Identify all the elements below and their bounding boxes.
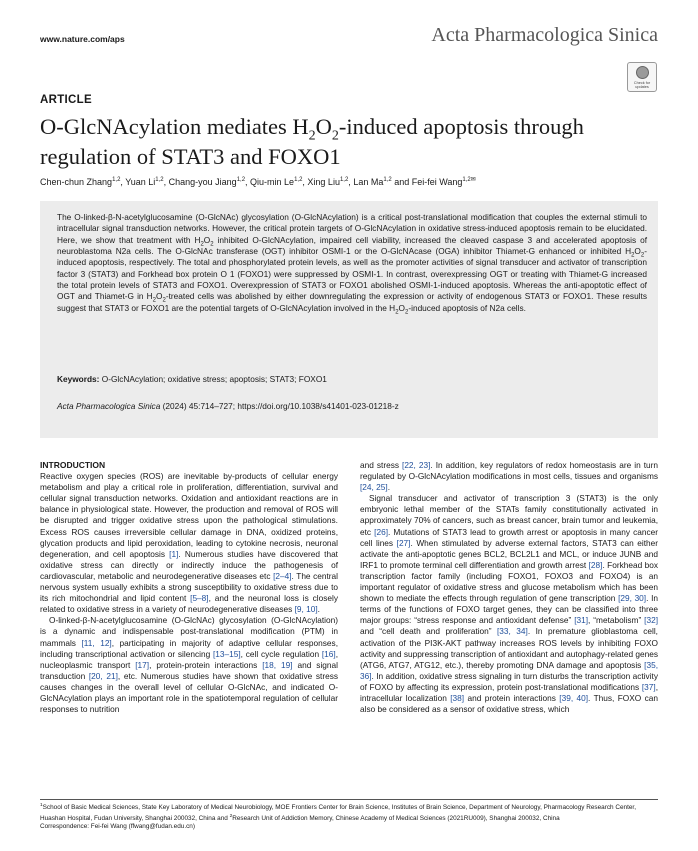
author-affiliation: 1,2 xyxy=(339,177,349,183)
author-name[interactable]: Chang-you Jiang xyxy=(168,177,237,187)
subscript: 2 xyxy=(640,252,645,259)
author-list: Chen-chun Zhang$^{1,2}$, Yuan Li$^{1,2}$, Chang-you Jiang$^{1,2}$, Qiu-min Le$^{1,2}$, Xing Liu$^{1,2}$, Lan Ma$^{1,2}$ and Fei-fei Wang$^{1,2✉}$ xyxy=(40,177,476,187)
author-name[interactable]: Fei-fei Wang xyxy=(411,177,463,187)
paragraph-text: and “cell death and proliferation” xyxy=(360,626,497,637)
paragraph xyxy=(40,471,338,615)
citation-link[interactable]: [33, 34] xyxy=(497,626,528,637)
affiliation-marker: 1 xyxy=(40,803,43,808)
subscript: 2 xyxy=(152,298,157,305)
abstract-segment: O xyxy=(156,291,163,302)
paragraph-text: , protein-protein interactions xyxy=(149,659,263,670)
paragraph-text: , etc. Numerous studies have shown that oxidative stress causes changes in the overall level of cellular O-GlcNAc, and indicated O-GlcNAcylation plays an important role in the spatiotemporal regulation of cellular responses to nutrition xyxy=(40,670,338,715)
citation-details[interactable]: (2024) 45:714–727; https://doi.org/10.1038/s41401-023-01218-z xyxy=(162,401,399,411)
paragraph-text: , and the neuronal loss is closely related to oxidative stress in a variety of neurodegenerative diseases xyxy=(40,593,338,615)
author-affiliation: 1,2 xyxy=(112,177,121,183)
body-column-left xyxy=(40,460,338,715)
citation-link[interactable]: [22, 23] xyxy=(402,460,431,470)
title-part1: O-GlcNAcylation mediates H xyxy=(40,114,309,139)
abstract-segment: inhibited O-GlcNAcylation, impaired cell viability, increased the cleaved caspase 3 and accelerated apoptosis of neuroblastoma N2a cells. The O-GlcNAc transferase (OGT) inhibitor OSMI-1 or the O-GlcNAcase (OGA) inhibitor Thiamet-G enhanced or inhibited H xyxy=(57,234,647,257)
check-updates-icon xyxy=(636,66,649,79)
citation-link[interactable]: [39, 40] xyxy=(559,692,589,703)
section-heading: INTRODUCTION xyxy=(40,460,106,470)
title-sub2: 2 xyxy=(331,128,339,144)
citation-link[interactable]: [9, 10] xyxy=(294,604,318,615)
citation-link[interactable]: [11, 12] xyxy=(81,637,112,648)
footnote xyxy=(40,802,658,832)
citation-link[interactable]: [5–8] xyxy=(190,593,209,604)
paragraph-text: and protein interactions xyxy=(464,692,560,703)
journal-name: Acta Pharmacologica Sinica xyxy=(431,24,658,46)
affiliation-marker: 2 xyxy=(229,813,233,819)
check-updates-label: Check for updates xyxy=(633,80,651,89)
author-affiliation: 1,2 xyxy=(236,177,246,183)
citation-journal: Acta Pharmacologica Sinica xyxy=(57,401,161,411)
article-type-label: ARTICLE xyxy=(40,94,92,106)
author-affiliation: 1,2✉ xyxy=(462,177,476,183)
author-affiliation: 1,2 xyxy=(155,177,164,183)
abstract-segment: -treated cells was abolished by either downregulating the expression or activity of endogenous STAT3 or FOXO1. These results suggest that STAT3 or FOXO1 are the potential targets of O-GlcNAcylation involved in the H xyxy=(57,291,647,313)
affiliation-1: School of Basic Medical Sciences, State Key Laboratory of Medical Neurobiology, MOE Frontiers Center for Brain Science, Institutes of Brain Science, Department of Neurology, Pharmacology Research Center, Huashan Hospital, Fudan University, Shanghai 200032, China and xyxy=(40,804,636,822)
paragraph-text: . In addition, oxidative stress signaling in turn disturbs the transcription activity of FOXO by affecting its expression, protein post-translational modifications xyxy=(360,670,658,692)
paragraph-text: . When stimulated by adverse external factors, STAT3 can either activate the anti-apoptotic genes BCL2, BCL2L1 and MCL, or induce JUNB and IRF1 to promote terminal cell differentiation and growth arrest xyxy=(360,537,659,570)
keywords xyxy=(57,374,327,384)
paragraph-text: , cell cycle regulation xyxy=(240,648,322,659)
paragraph-text: . The central nervous system usually exhibits a strong susceptibility to oxidative stress due to its rich mitochondrial and lipid content xyxy=(40,570,339,604)
paragraph-text: Signal transducer and activator of transcription 3 (STAT3) is the only embryonic lethal member of the STATs family constitutionally activated in approximately 70% of cancers, such as breast cancer, brain tumor and leukemia, etc xyxy=(360,493,658,537)
paragraph-text: Reactive oxygen species (ROS) are inevitable by-products of cellular energy metabolism and play a critical role in proliferation, differentiation, survival and cellular signal transduction networks. Oxidation and antioxidant reactions are in balance in physiological state. However, the production and removal of ROS will be disrupted and trigger oxidative stress upon the pathological stimulations. Excess ROS causes irreversible cellular damage in DNA, oxidized proteins, glycation products and lipid peroxidation, leading to cytokine necrosis, neuronal degeneration, and cell apoptosis xyxy=(40,471,338,559)
paragraph xyxy=(360,460,658,493)
paragraph-text: . xyxy=(317,604,320,615)
keywords-text: O-GlcNAcylation; oxidative stress; apoptosis; STAT3; FOXO1 xyxy=(101,374,327,384)
citation-link[interactable]: [20, 21] xyxy=(88,670,118,681)
author-name[interactable]: Qiu-min Le xyxy=(250,177,295,187)
citation-link[interactable]: [37] xyxy=(641,681,656,692)
author-name[interactable]: Lan Ma xyxy=(353,177,384,187)
abstract-segment: O xyxy=(203,234,211,245)
footnote-divider xyxy=(40,799,658,800)
paragraph-text: , “metabolism” xyxy=(588,615,645,626)
citation-link[interactable]: [27] xyxy=(396,537,411,548)
paragraph-text: and stress xyxy=(360,460,403,470)
paragraph-text: . In terms of the functions of FOXO target genes, they can be classified into three major groups: “stress response and antioxidant defense” xyxy=(360,593,658,626)
author-name[interactable]: Xing Liu xyxy=(307,177,340,187)
paragraph-text: . Forkhead box transcription factor family (including FOXO1, FOXO3 and FOXO4) is an important regulator of oxidative stress and glucose metabolism which has been shown to mediate the effects through regulation of gene transcription xyxy=(360,559,658,604)
citation-link[interactable]: [29, 30] xyxy=(618,593,647,604)
paragraph-text: , intracellular localization xyxy=(360,681,658,703)
subscript: 2 xyxy=(631,252,635,259)
paragraph-text: . Numerous studies have discovered that oxidative stress can directly or indirectly induce the pathogenesis of cardiovascular, metabolic and neurodegenerative diseases etc xyxy=(40,548,338,581)
author-name[interactable]: Chen-chun Zhang xyxy=(40,177,113,187)
citation-link[interactable]: [35, 36] xyxy=(360,659,658,681)
paragraph xyxy=(40,615,338,715)
paragraph-text: and signal transduction xyxy=(40,659,338,681)
check-for-updates-button[interactable] xyxy=(627,62,657,92)
citation-link[interactable]: [28] xyxy=(588,559,603,570)
subscript: 2 xyxy=(395,309,399,316)
title-part3: -induced apoptosis through xyxy=(338,114,584,139)
author-name[interactable]: Yuan Li xyxy=(125,177,156,187)
correspondence[interactable]: Correspondence: Fei-fei Wang (ffwang@fudan.edu.cn) xyxy=(40,823,195,831)
affiliation-2: Research Unit of Addiction Memory, Chinese Academy of Medical Sciences (2021RU009), Shanghai 200032, China xyxy=(232,814,560,822)
paragraph xyxy=(360,493,658,715)
abstract-text xyxy=(57,212,647,314)
paragraph-text: . In addition, key regulators of redox homeostasis are in turn regulated by O-GlcNAcylation modifications in most cells, tissues and organisms xyxy=(360,460,658,482)
citation-link[interactable]: [31] xyxy=(574,615,589,626)
citation-link[interactable]: [32] xyxy=(644,615,658,626)
abstract-segment: O xyxy=(398,302,405,313)
citation-link[interactable]: [38] xyxy=(450,692,465,703)
citation xyxy=(57,401,399,411)
abstract-segment: O xyxy=(634,246,641,257)
title-sub1: 2 xyxy=(308,128,316,144)
abstract-segment: -induced apoptosis, respectively. The total and phosphorylated protein levels, as well as the promoter activities of signal transducer and activator of transcription factor 3 (STAT3) and Forkhead box protein O 1 (FOXO1) were suppressed by OSMI-1. In contrast, overexpressing OGT or treating with Thiamet-G increased the total protein levels of STAT3 and FOXO1. Overexpression of STAT3 or FOXO1 abolished OSMI-1-induced apoptosis. Whereas the anti-apoptotic effect of OGT and Thiamet-G in H xyxy=(57,246,647,302)
paragraph-text: . xyxy=(387,482,390,493)
author-affiliation: 1,2 xyxy=(383,177,392,183)
title-line2: regulation of STAT3 and FOXO1 xyxy=(40,144,341,169)
citation-link[interactable]: [2–4] xyxy=(273,570,292,581)
citation-link[interactable]: [24, 25] xyxy=(360,482,388,493)
abstract-segment: -induced apoptosis of N2a cells. xyxy=(408,302,526,313)
subscript: 2 xyxy=(162,298,166,305)
article-title xyxy=(40,112,670,172)
keywords-label: Keywords: xyxy=(57,374,100,384)
citation-link[interactable]: [18, 19] xyxy=(262,659,293,670)
paragraph-text: , nucleoplasmic transport xyxy=(40,648,338,670)
citation-link[interactable]: [1] xyxy=(169,548,179,559)
subscript: 2 xyxy=(405,309,409,316)
paragraph-text: . Mutations of STAT3 lead to growth arrest or apoptosis in many cancer cell lines xyxy=(360,526,658,548)
citation-link[interactable]: [17] xyxy=(135,659,150,670)
paragraph-text: O-linked-β-N-acetylglucosamine (O-GlcNAc) glycosylation (O-GlcNAcylation) is a dynamic and indispensable post-translational modification (PTM) in mammals xyxy=(40,615,338,648)
title-part2: O xyxy=(315,114,332,139)
body-column-right xyxy=(360,460,658,715)
citation-link[interactable]: [26] xyxy=(374,526,388,537)
site-url[interactable]: www.nature.com/aps xyxy=(40,34,125,44)
author-affiliation: 1,2 xyxy=(294,177,303,183)
citation-link[interactable]: [16] xyxy=(321,648,336,659)
paragraph-text: . Thus, FOXO can also be considered as a sensor of oxidative stress, which xyxy=(360,692,658,715)
paragraph-text: . In premature glioblastoma cell, activation of the PI3K-AKT pathway increases ROS levels by inhibiting FOXO activity and suppressing transcription of antioxidant and autophagy-related genes (ATG6, ATG7, ATG12, etc.), thereby promoting DNA damage and apoptosis xyxy=(360,626,658,670)
abstract-segment: The O-linked-β-N-acetylglucosamine (O-GlcNAc) glycosylation (O-GlcNAcylation) is a critical post-translational modification that couples the external stimuli to intracellular signal transduction networks. However, the critical protein targets of O-GlcNAcylation in oxidative stress-induced apoptosis remain to be elucidated. Here, we show that treatment with H xyxy=(57,212,647,245)
citation-link[interactable]: [13–15] xyxy=(212,648,241,659)
subscript: 2 xyxy=(210,241,214,248)
paragraph-text: , participating in majority of adaptive cellular responses, including transcriptional activation or silencing xyxy=(40,637,338,659)
subscript: 2 xyxy=(200,241,204,248)
